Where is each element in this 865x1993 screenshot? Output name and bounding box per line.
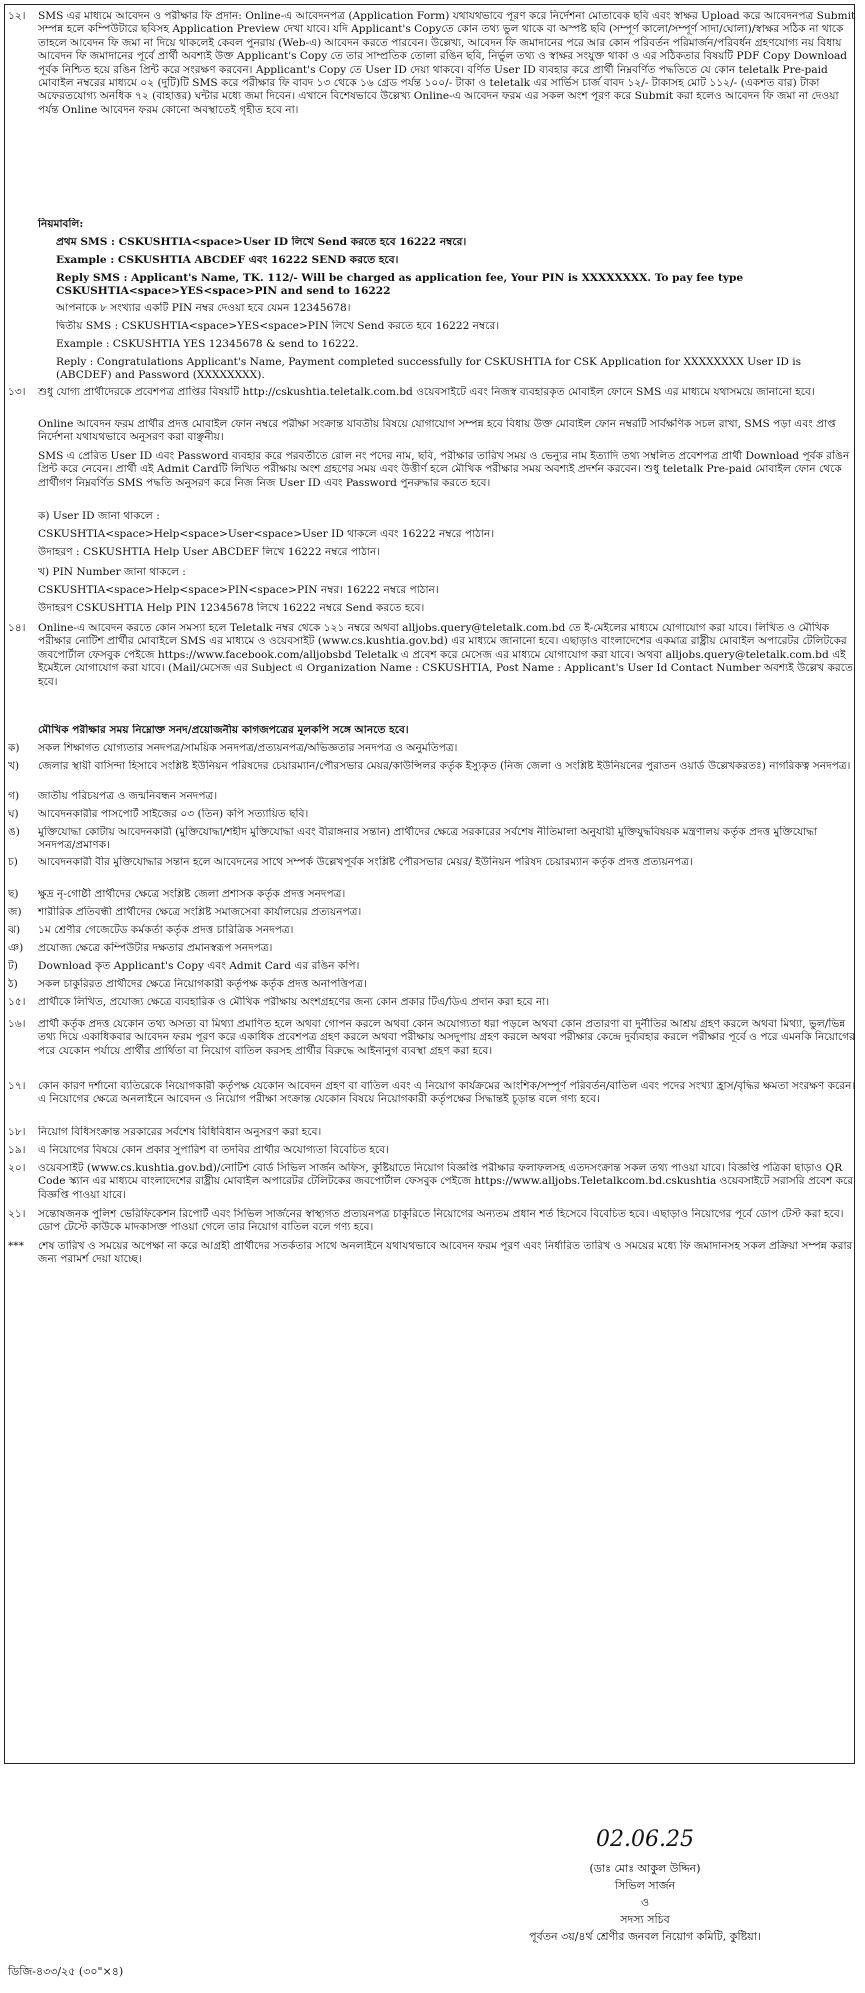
- notice-item: [8, 546, 857, 560]
- item-text: মুক্তিযোদ্ধা কোটায় আবেদনকারী (মুক্তিযোদ্ধা/শহীদ মুক্তিযোদ্ধা এবং বীরাঙ্গনার সন্তান) প্রার্থীদের ক্ষেত্রে সরকারের সর্বশেষ নীতিমালা অনুযায়ী মুক্তিযুদ্ধবিষয়ক মন্ত্রণালয় কর্তৃক প্রদত্ত মুক্তিযোদ্ধা সনদপত্র/প্রমাণক।: [38, 826, 817, 852]
- notice-item: [8, 584, 857, 598]
- item-number: ***: [8, 1240, 24, 1252]
- item-number: ট): [8, 960, 18, 972]
- notice-item: [8, 418, 857, 446]
- notice-item: [8, 622, 857, 722]
- item-text: মৌখিক পরীক্ষার সময় নিম্নোক্ত সনদ/প্রয়োজনীয় কাগজপত্রের মূলকপি সঙ্গে আনতে হবে।: [38, 724, 409, 736]
- item-number: গ): [8, 790, 20, 802]
- signatory-committee: পূর্বতন ৩য়/৪র্থ শ্রেণীর জনবল নিয়োগ কমিটি, কুষ্টিয়া।: [529, 1930, 761, 1943]
- item-number: ১৫।: [8, 996, 26, 1008]
- notice-item: [8, 272, 857, 300]
- notice-item: [8, 218, 857, 232]
- notice-item: [8, 960, 857, 974]
- notice-item: [8, 888, 857, 902]
- item-text: নিয়োগ বিধিসংক্রান্ত সরকারের সর্বশেষ বিধিবিধান অনুসরণ করা হবে।: [38, 1126, 322, 1138]
- item-text: দ্বিতীয় SMS : CSKUSHTIA<space>YES<space>PIN লিখে Send করতে হবে 16222 নম্বরে।: [56, 320, 500, 332]
- item-text: ১ম শ্রেণীর গেজেটেড কর্মকর্তা কর্তৃক প্রদত্ত চারিত্রিক সনদপত্র।: [38, 924, 294, 936]
- notice-item: [8, 942, 857, 956]
- item-number: ১৩।: [8, 386, 26, 398]
- item-text: কোন কারণ দর্শানো ব্যতিরেকে নিয়োগকারী কর্তৃপক্ষ যেকোন আবেদন গ্রহণ বা বাতিল এবং এ নিয়োগ কার্যক্রমের আংশিক/সম্পূর্ণ পরিবর্তন/বাতিল এবং পদের সংখ্যা হ্রাস/বৃদ্ধির ক্ষমতা সংরক্ষণ করেন। এ নিয়োগের ক্ষেত্রে অনলাইনে আবেদন ও নিয়োগ পরীক্ষা সংক্রান্ত যেকোন বিষয়ে নিয়োগকারী কর্তৃপক্ষের সিদ্ধান্তই চূড়ান্ত বলে গণ্য হবে।: [38, 1080, 856, 1106]
- item-number: ১৯।: [8, 1144, 26, 1156]
- item-text: ক) User ID জানা থাকলে :: [38, 510, 160, 522]
- item-text: প্রার্থী কর্তৃক প্রদত্ত যেকোন তথ্য অসত্য বা মিথ্যা প্রমাণিত হলে অথবা গোপন করলে অথবা কোন অযোগ্যতা ধরা পড়লে অথবা কোন প্রতারণা বা দুর্নীতির আশ্রয় গ্রহণ করলে অথবা মিথ্যা, ভুল/ভিন্ন তথ্য দিয়ে একাধিকবার আবেদন ফরম পূরণ করে একাধিক প্রবেশপত্র গ্রহণ করলে অথবা পরীক্ষায় অসদুপায় গ্রহণ করলে অথবা পরীক্ষার কেন্দ্রে দুর্ব্যবহার করলে পরীক্ষার পূর্বে ও পরে এমনকি নিয়োগের পরে যেকোন পর্যায়ে প্রার্থীর প্রার্থিতা বা নিয়োগ বাতিল করসহ প্রার্থীর বিরুদ্ধে আইনানুগ ব্যবস্থা গ্রহণ করা হবে।: [38, 1018, 855, 1057]
- notice-item: [8, 528, 857, 542]
- notice-item: [8, 566, 857, 580]
- item-text: Reply : Congratulations Applicant's Name, Payment completed successfully for CSKUSHTIA for CSK Application for XXXXXXXX User ID is (ABCDEF) and Password (XXXXXXXX).: [56, 356, 802, 382]
- item-text: সন্তোষজনক পুলিশ ভেরিফিকেশন রিপোর্ট এবং সিভিল সার্জনের স্বাস্থ্যগত প্রত্যয়নপত্র চাকুরিতে নিয়োগের অন্যতম প্রধান শর্ত হিসেবে বিবেচিত হবে। এছাড়াও নিয়োগের পূর্বে ডোপ টেস্ট করা হবে। ডোপ টেস্টে কাউকে মাদকাসক্ত পাওয়া গেলে তার নিয়োগ বাতিল বলে গণ্য হবে।: [38, 1208, 844, 1234]
- item-number: ঞ): [8, 942, 24, 954]
- item-text: উদাহরণ CSKUSHTIA Help PIN 12345678 লিখে 16222 নম্বরে Send করতে হবে।: [38, 602, 425, 614]
- item-text: CSKUSHTIA<space>Help<space>PIN<space>PIN নম্বর। 16222 নম্বরে পাঠান।: [38, 584, 439, 596]
- notice-item: [8, 996, 857, 1010]
- item-text: Online আবেদন ফরম প্রার্থীর প্রদত্ত মোবাইল ফোন নম্বরে পরীক্ষা সংক্রান্ত যাবতীয় বিষয়ে যোগাযোগ সম্পন্ন হবে বিধায় উক্ত মোবাইল ফোন নম্বরটি সার্বক্ষণিক সচল রাখা, SMS পড়া এবং প্রাপ্ত নির্দেশনা যথাযথভাবে অনুসরণ করা বাঞ্ছনীয়।: [38, 418, 836, 444]
- item-number: জ): [8, 906, 22, 918]
- notice-item: [8, 742, 857, 756]
- item-text: জাতীয় পরিচয়পত্র ও জন্মনিবন্ধন সনদপত্র।: [38, 790, 218, 802]
- item-number: ১৬।: [8, 1018, 26, 1030]
- notice-item: [8, 450, 857, 510]
- item-text: শেষ তারিখ ও সময়ের অপেক্ষা না করে আগ্রহী প্রার্থীদের সতর্কতার সাথে অনলাইনে যথাযথভাবে আবেদন ফরম পূরণ এবং নির্ধারিত তারিখ ও সময়ের মধ্যে ফি জমাদানসহ সকল প্রক্রিয়া সম্পন্ন করার জন্য পরামর্শ দেয়া যাচ্ছে।: [38, 1240, 853, 1266]
- notice-item: [8, 1240, 857, 1268]
- item-number: ঙ): [8, 826, 20, 838]
- item-number: ঝ): [8, 924, 21, 936]
- item-text: এ নিয়োগের বিষয়ে কোন প্রকার সুপারিশ বা তদবির প্রার্থীর অযোগ্যতা বিবেচিত হবে।: [38, 1144, 389, 1156]
- item-text: ওয়েবসাইট (www.cs.kushtia.gov.bd)/নোটিশ বোর্ড সিভিল সার্জন অফিস, কুষ্টিয়াতে নিয়োগ বিজ্ঞপ্তি পরীক্ষার ফলাফলসহ এতদসংক্রান্ত সকল তথ্য পাওয়া যাবে। বিজ্ঞপ্তি পত্রিকা ছাড়াও QR Code স্ক্যান এর মাধ্যমে বাংলাদেশের রাষ্ট্রীয় মোবাইল অপারেটর টেলিটকের জবপোর্টাল ফেসবুক পেইজে https://www.alljobs.Teletalkcom.bd.cskushtia ওয়েবসাইটে সরাসরি প্রবেশ করে বিজ্ঞপ্তি পাওয়া যাবে।: [38, 1162, 854, 1201]
- item-text: Example : CSKUSHTIA ABCDEF এবং 16222 SEND করতে হবে।: [56, 254, 399, 266]
- item-number: ছ): [8, 888, 19, 900]
- item-text: CSKUSHTIA<space>Help<space>User<space>User ID থাকলে এবং 16222 নম্বরে পাঠান।: [38, 528, 495, 540]
- notice-item: [8, 386, 857, 414]
- notice-item: [8, 10, 857, 222]
- item-text: SMS এর মাধ্যমে আবেদন ও পরীক্ষার ফি প্রদান: Online-এ আবেদনপত্র (Application Form) যথাযথভাবে পূরণ করে নির্দেশনা মোতাবেক ছবি এবং স্বাক্ষর Upload করে আবেদনপত্র Submit সম্পন্ন হলে কম্পিউটারে ছবিসহ Application Preview দেখা যাবে। যদি Applicant's Copyতে কোন তথ্য ভুল থাকে বা অস্পষ্ট ছবি (সম্পূর্ণ কালো/সম্পূর্ণ সাদা/ঘোলা)/স্বাক্ষর সঠিক না থাকে তাহলে আবেদন ফি জমা না দিয়ে থাকলেই কেবল পুনরায় (Web-এ) আবেদন করতে পারবেন। উল্লেখ্য, আবেদন ফি জমাদানের পরে আর কোন পরিবর্তন পরিমার্জন/পরিবর্ধন গ্রহণযোগ্য নয় বিধায় আবেদন ফি জমাদানের পূর্বে প্রার্থী অবশ্যই উক্ত Applicant's Copy তে তার সাম্প্রতিক তোলা রঙিন ছবি, নির্ভুল তথ্য ও স্বাক্ষর সংযুক্ত থাকা ও এর সঠিকতার বিষয়টি PDF Copy Download পূর্বক নিশ্চিত হয়ে রঙিন প্রিন্ট করে সংরক্ষণ করবেন। Applicant's Copy তে User ID দেয়া থাকবে। বর্ণিত User ID ব্যবহার করে প্রার্থী নিম্নবর্ণিত পদ্ধতিতে যে কোন teletalk Pre-paid মোবাইল নম্বরের মাধ্যমে ০২ (দুটি)টি SMS করে পরীক্ষার ফি বাবদ ১৩ থেকে ১৬ গ্রেড পর্যন্ত ১০০/- টাকা ও teletalk এর সার্ভিস চার্জ বাবদ ১২/- টাকাসহ মোট ১১২/- (একশত বার) টাকা অফেরতযোগ্য অনধিক ৭২ (বাহাত্তর) ঘন্টার মধ্যে জমা দিবেন। এখানে বিশেষভাবে উল্লেখ্য Online-এ আবেদন ফরম এর সকল অংশ পূরণ করে Submit করা হলেও আবেদন ফি জমা না দেওয়া পর্যন্ত Online আবেদন ফরম কোনো অবস্থাতেই গৃহীত হবে না।: [38, 10, 856, 116]
- notice-item: [8, 1018, 857, 1078]
- item-text: সকল শিক্ষাগত যোগ্যতার সনদপত্র/সাময়িক সনদপত্র/প্রত্যয়নপত্র/অভিজ্ঞতার সনদপত্র ও অনুমতিপত্র।: [38, 742, 458, 754]
- item-text: সকল চাকুরিরত প্রার্থীদের ক্ষেত্রে নিয়োগকারী কর্তৃপক্ষ কর্তৃক প্রদত্ত অনাপত্তিপত্র।: [38, 978, 367, 990]
- item-number: ২১।: [8, 1208, 26, 1220]
- notice-item: [8, 510, 857, 524]
- notice-item: [8, 808, 857, 822]
- item-number: ঠ): [8, 978, 18, 990]
- item-text: আপনাকে ৮ সংখ্যার একটি PIN নম্বর দেওয়া হবে যেমন 12345678।: [56, 302, 351, 314]
- item-text: Reply SMS : Applicant's Name, TK. 112/- Will be charged as application fee, Your PIN is XXXXXXXX. To pay fee type CSKUSHTIA<space>YES<space>PIN and send to 16222: [56, 272, 744, 298]
- item-number: ১২।: [8, 10, 26, 22]
- item-text: ক্ষুদ্র নৃ-গোষ্ঠী প্রার্থীদের ক্ষেত্রে সংশ্লিষ্ট জেলা প্রশাসক কর্তৃক প্রদত্ত সনদপত্র।: [38, 888, 346, 900]
- item-text: Example : CSKUSHTIA YES 12345678 & send to 16222.: [56, 338, 359, 350]
- notice-item: [8, 356, 857, 384]
- notice-item: [8, 978, 857, 992]
- notice-item: [8, 236, 857, 250]
- item-text: আবেদনকারীর পাসপোর্ট সাইজের ০৩ (তিন) কপি সত্যায়িত ছবি।: [38, 808, 309, 820]
- item-text: আবেদনকারী বীর মুক্তিযোদ্ধার সন্তান হলে আবেদনের সাথে সম্পর্ক উল্লেখপূর্বক সংশ্লিষ্ট পৌরসভার মেয়র/ ইউনিয়ন পরিষদ চেয়ারম্যান কর্তৃক প্রদত্ত প্রত্যয়নপত্র।: [38, 856, 693, 868]
- signatory-and: ও: [640, 1896, 650, 1909]
- item-text: Online-এ আবেদন করতে কোন সমস্যা হলে Teletalk নম্বর থেকে ১২১ নম্বরে অথবা alljobs.query@teletalk.com.bd তে ই-মেইলের মাধ্যমে যোগাযোগ করা যাবে। লিখিত ও মৌখিক পরীক্ষার নোটিশ প্রার্থীর মোবাইলে SMS এর মাধ্যমে ও ওয়েবসাইট (www.cs.kushtia.gov.bd) এর মাধ্যমে জানানো হবে। এছাড়াও বাংলাদেশের একমাত্র রাষ্ট্রীয় মোবাইল অপারেটর টেলিটকের জবপোর্টাল ফেসবুক পেইজে https://www.facebook.com/alljobsbd Teletalk এ প্রবেশ করে মেসেজ এর মাধ্যমে যোগাযোগ করা যাবে। অথবা alljobs.query@teletalk.com.bd এই ইমেইলে যোগাযোগ করা যাবে। (Mail/মেসেজ এর Subject এ Organization Name : CSKUSHTIA, Post Name : Applicant's User Id Contact Number অবশ্যই উল্লেখ করতে হবে।: [38, 622, 853, 688]
- item-text: শুধু যোগ্য প্রার্থীদেরকে প্রবেশপত্র প্রাপ্তির বিষয়টি http://cskushtia.teletalk.com.bd ওয়েবসাইটে এবং নিজস্ব ব্যবহারকৃত মোবাইল ফোনে SMS এর মাধ্যমে যথাসময়ে জানানো হবে।: [38, 386, 815, 398]
- item-number: ঘ): [8, 808, 19, 820]
- notice-item: [8, 826, 857, 854]
- notice-item: [8, 1162, 857, 1206]
- item-text: প্রযোজ্য ক্ষেত্রে কম্পিউটার দক্ষতার প্রমানস্বরূপ সনদপত্র।: [38, 942, 273, 954]
- notice-border: [4, 4, 855, 1764]
- notice-item: [8, 254, 857, 268]
- notice-item: [8, 856, 857, 884]
- item-number: খ): [8, 760, 20, 772]
- item-number: ক): [8, 742, 20, 754]
- signature-block: [465, 1820, 825, 1945]
- notice-item: [8, 1080, 857, 1124]
- item-number: ২০।: [8, 1162, 26, 1174]
- notice-item: [8, 1126, 857, 1140]
- signatory-name: (ডাঃ মোঃ আকুল উদ্দিন): [589, 1862, 701, 1875]
- print-code: ডিজি-৪৩৩/২৫ (৩০"×৪): [8, 1965, 124, 1978]
- signatory-role: সদস্য সচিব: [620, 1913, 670, 1926]
- notice-item: [8, 924, 857, 938]
- item-text: Download কৃত Applicant's Copy এবং Admit Card এর রঙিন কপি।: [38, 960, 360, 972]
- notice-item: [8, 338, 857, 352]
- item-text: শারীরিক প্রতিবন্ধী প্রার্থীদের ক্ষেত্রে সংশ্লিষ্ট সমাজসেবা কার্যালয়ের প্রত্যয়নপত্র।: [38, 906, 362, 918]
- item-text: খ) PIN Number জানা থাকলে :: [38, 566, 186, 578]
- item-text: উদাহরণ : CSKUSHTIA Help User ABCDEF লিখে 16222 নম্বরে পাঠান।: [38, 546, 381, 558]
- signature-scribble: [465, 1820, 825, 1860]
- notice-item: [8, 320, 857, 334]
- item-number: ১৮।: [8, 1126, 26, 1138]
- item-text: SMS এ প্রেরিত User ID এবং Password ব্যবহার করে পরবর্তীতে রোল নং পদের নাম, ছবি, পরীক্ষার তারিখ সময় ও ভেন্যুর নাম ইত্যাদি তথ্য সম্বলিত প্রবেশপত্র প্রার্থী Download পূর্বক রঙিন প্রিন্ট করে নেবেন। প্রার্থী এই Admit Cardটি লিখিত পরীক্ষায় অংশ গ্রহণের সময় এবং উত্তীর্ণ হলে মৌখিক পরীক্ষার সময় অবশ্যই প্রদর্শন করবেন। শুধু teletalk Pre-paid মোবাইল ফোন থেকে প্রার্থীগণ নিম্নবর্ণিত SMS পদ্ধতি অনুসরণ করে নিজ নিজ User ID এবং Password পুনরুদ্ধার করতে হবে।: [38, 450, 850, 489]
- notice-item: [8, 906, 857, 920]
- notice-item: [8, 302, 857, 316]
- item-number: চ): [8, 856, 18, 868]
- notice-item: [8, 1208, 857, 1236]
- item-text: জেলার স্থায়ী বাসিন্দা হিসাবে সংশ্লিষ্ট ইউনিয়ন পরিষদের চেয়ারম্যান/পৌরসভার মেয়র/কাউন্সিলর কর্তৃক ইস্যুকৃত (নিজ জেলা ও সংশ্লিষ্ট ইউনিয়নের পুরাতন ওয়ার্ড উল্লেখকরতঃ) নাগরিকত্ব সনদপত্র।: [38, 760, 851, 772]
- notice-item: [8, 602, 857, 616]
- notice-item: [8, 760, 857, 788]
- item-text: প্রার্থীকে লিখিত, প্রযোজ্য ক্ষেত্রে ব্যবহারিক ও মৌখিক পরীক্ষায় অংশগ্রহণের জন্য কোন প্রকার টিএ/ডিএ প্রদান করা হবে না।: [38, 996, 550, 1008]
- notice-item: [8, 724, 857, 738]
- notice-item: [8, 1144, 857, 1158]
- item-text: প্রথম SMS : CSKUSHTIA<space>User ID লিখে Send করতে হবে 16222 নম্বরে।: [56, 236, 467, 248]
- signature-date: 02.06.25: [596, 1827, 694, 1852]
- item-number: ১৭।: [8, 1080, 26, 1092]
- item-number: ১৪।: [8, 622, 26, 634]
- notice-item: [8, 790, 857, 804]
- item-text: নিয়মাবলি:: [38, 218, 84, 230]
- signatory-title: সিভিল সার্জন: [614, 1879, 676, 1892]
